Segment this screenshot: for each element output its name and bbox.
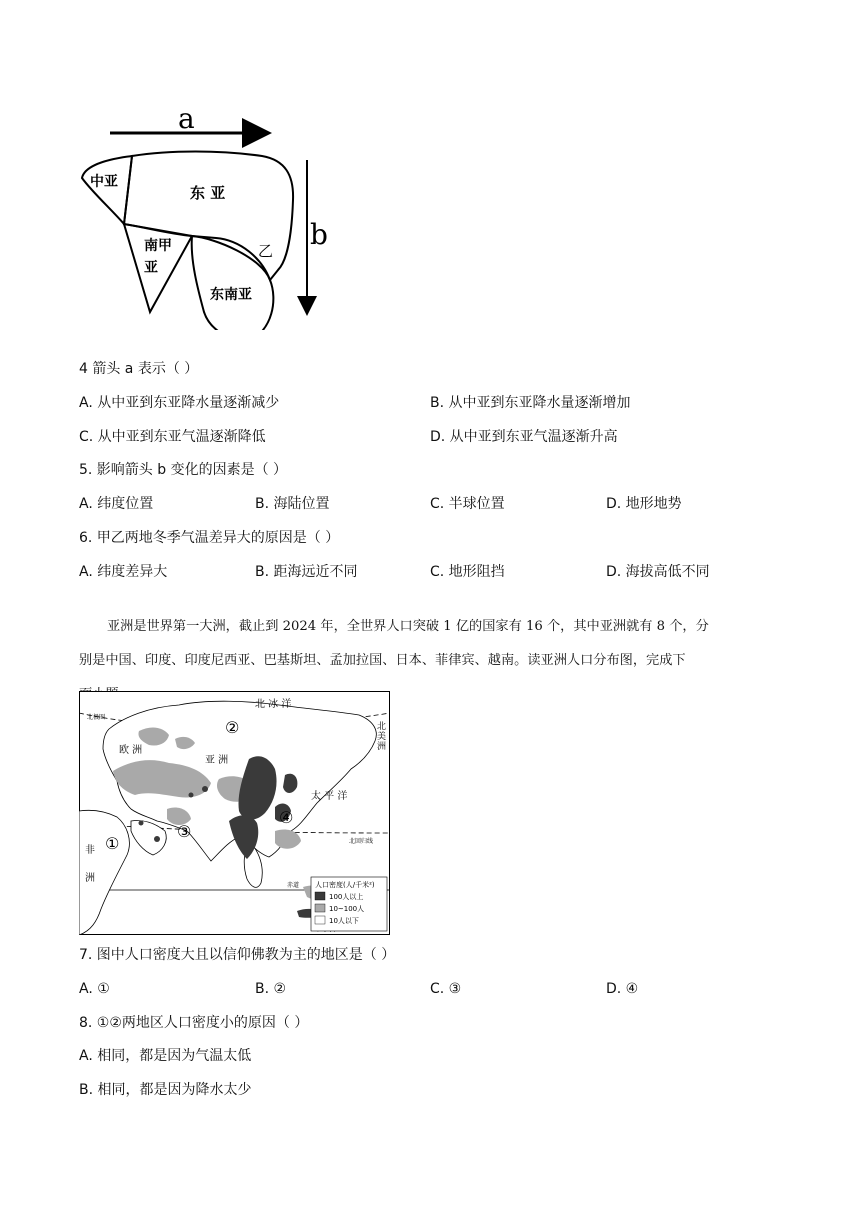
- map-marker-3: ③: [177, 822, 192, 841]
- map-label-africa-1: 非: [85, 845, 95, 856]
- legend-swatch-low: [315, 916, 325, 924]
- question-8-stem: 8. ①②两地区人口密度小的原因（ ）: [79, 1015, 309, 1031]
- question-8-option-b: B. 相同，都是因为降水太少: [79, 1082, 252, 1098]
- region-south-asia-1: 南甲: [144, 238, 172, 254]
- map-label-na-3: 洲: [377, 742, 387, 752]
- question-7-option-c: C. ③: [430, 981, 462, 997]
- legend-label-high: 100人以上: [329, 893, 364, 901]
- legend-swatch-high: [315, 892, 325, 900]
- map-marker-2: ②: [225, 718, 240, 737]
- map-label-arctic-circle: 北极圈: [87, 714, 106, 721]
- question-6-option-a: A. 纬度差异大: [79, 564, 168, 580]
- map-label-europe: 欧 洲: [119, 745, 143, 756]
- passage-line-1: 亚洲是世界第一大洲，截止到 2024 年，全世界人口突破 1 亿的国家有 16 个，其中亚洲就有 8 个，分: [107, 619, 709, 634]
- question-8-option-a: A. 相同，都是因为气温太低: [79, 1048, 252, 1064]
- question-4-option-c: C. 从中亚到东亚气温逐渐降低: [79, 429, 266, 445]
- legend-label-mid: 10~100人: [329, 905, 365, 913]
- question-7-option-b: B. ②: [255, 981, 287, 997]
- question-7-option-d: D. ④: [606, 981, 639, 997]
- region-south-asia-2: 亚: [144, 260, 158, 276]
- question-4-option-a: A. 从中亚到东亚降水量逐渐减少: [79, 395, 280, 411]
- question-5-option-d: D. 地形地势: [606, 496, 682, 512]
- region-east-asia: 东 亚: [190, 184, 226, 202]
- map-label-arctic-ocean: 北 冰 洋: [255, 699, 292, 710]
- map-label-na-2: 美: [377, 732, 387, 742]
- question-5-stem: 5. 影响箭头 b 变化的因素是（ ）: [79, 462, 288, 478]
- legend-swatch-mid: [315, 904, 325, 912]
- question-4-option-d: D. 从中亚到东亚气温逐渐升高: [430, 429, 618, 445]
- asia-population-map: [79, 691, 390, 935]
- question-5-option-a: A. 纬度位置: [79, 496, 154, 512]
- question-6-stem: 6. 甲乙两地冬季气温差异大的原因是（ ）: [79, 530, 340, 546]
- map-marker-4: ④: [279, 808, 294, 827]
- passage-line-2: 别是中国、印度、印度尼西亚、巴基斯坦、孟加拉国、日本、菲律宾、越南。读亚洲人口分布图，完成下: [79, 653, 686, 668]
- question-5-option-b: B. 海陆位置: [255, 496, 330, 512]
- map-label-pacific: 太 平 洋: [311, 791, 348, 802]
- map-legend: [311, 877, 387, 931]
- map-label-tropic: 北回归线: [349, 838, 374, 845]
- arrow-b-label: b: [310, 218, 328, 251]
- question-7-stem: 7. 图中人口密度大且以信仰佛教为主的地区是（ ）: [79, 947, 396, 963]
- map-label-asia: 亚 洲: [205, 755, 229, 766]
- map-label-africa-2: 洲: [85, 873, 95, 884]
- legend-label-low: 10人以下: [329, 917, 359, 925]
- question-4-option-b: B. 从中亚到东亚降水量逐渐增加: [430, 395, 631, 411]
- question-4-stem: 4 箭头 a 表示（ ）: [79, 361, 199, 377]
- legend-title: 人口密度(人/千米²): [315, 881, 375, 889]
- map-marker-1: ①: [105, 834, 120, 853]
- region-central-asia: 中亚: [90, 174, 118, 190]
- question-7-option-a: A. ①: [79, 981, 110, 997]
- asia-regions-diagram: [70, 100, 340, 330]
- question-6-option-b: B. 距海远近不同: [255, 564, 358, 580]
- arrow-a-label: a: [178, 102, 195, 135]
- question-6-option-c: C. 地形阻挡: [430, 564, 505, 580]
- map-label-na-1: 北: [377, 722, 387, 732]
- point-yi: 乙: [258, 242, 274, 260]
- map-label-equator: 赤道: [287, 882, 300, 889]
- region-southeast-asia: 东南亚: [210, 287, 252, 303]
- question-6-option-d: D. 海拔高低不同: [606, 564, 710, 580]
- question-5-option-c: C. 半球位置: [430, 496, 505, 512]
